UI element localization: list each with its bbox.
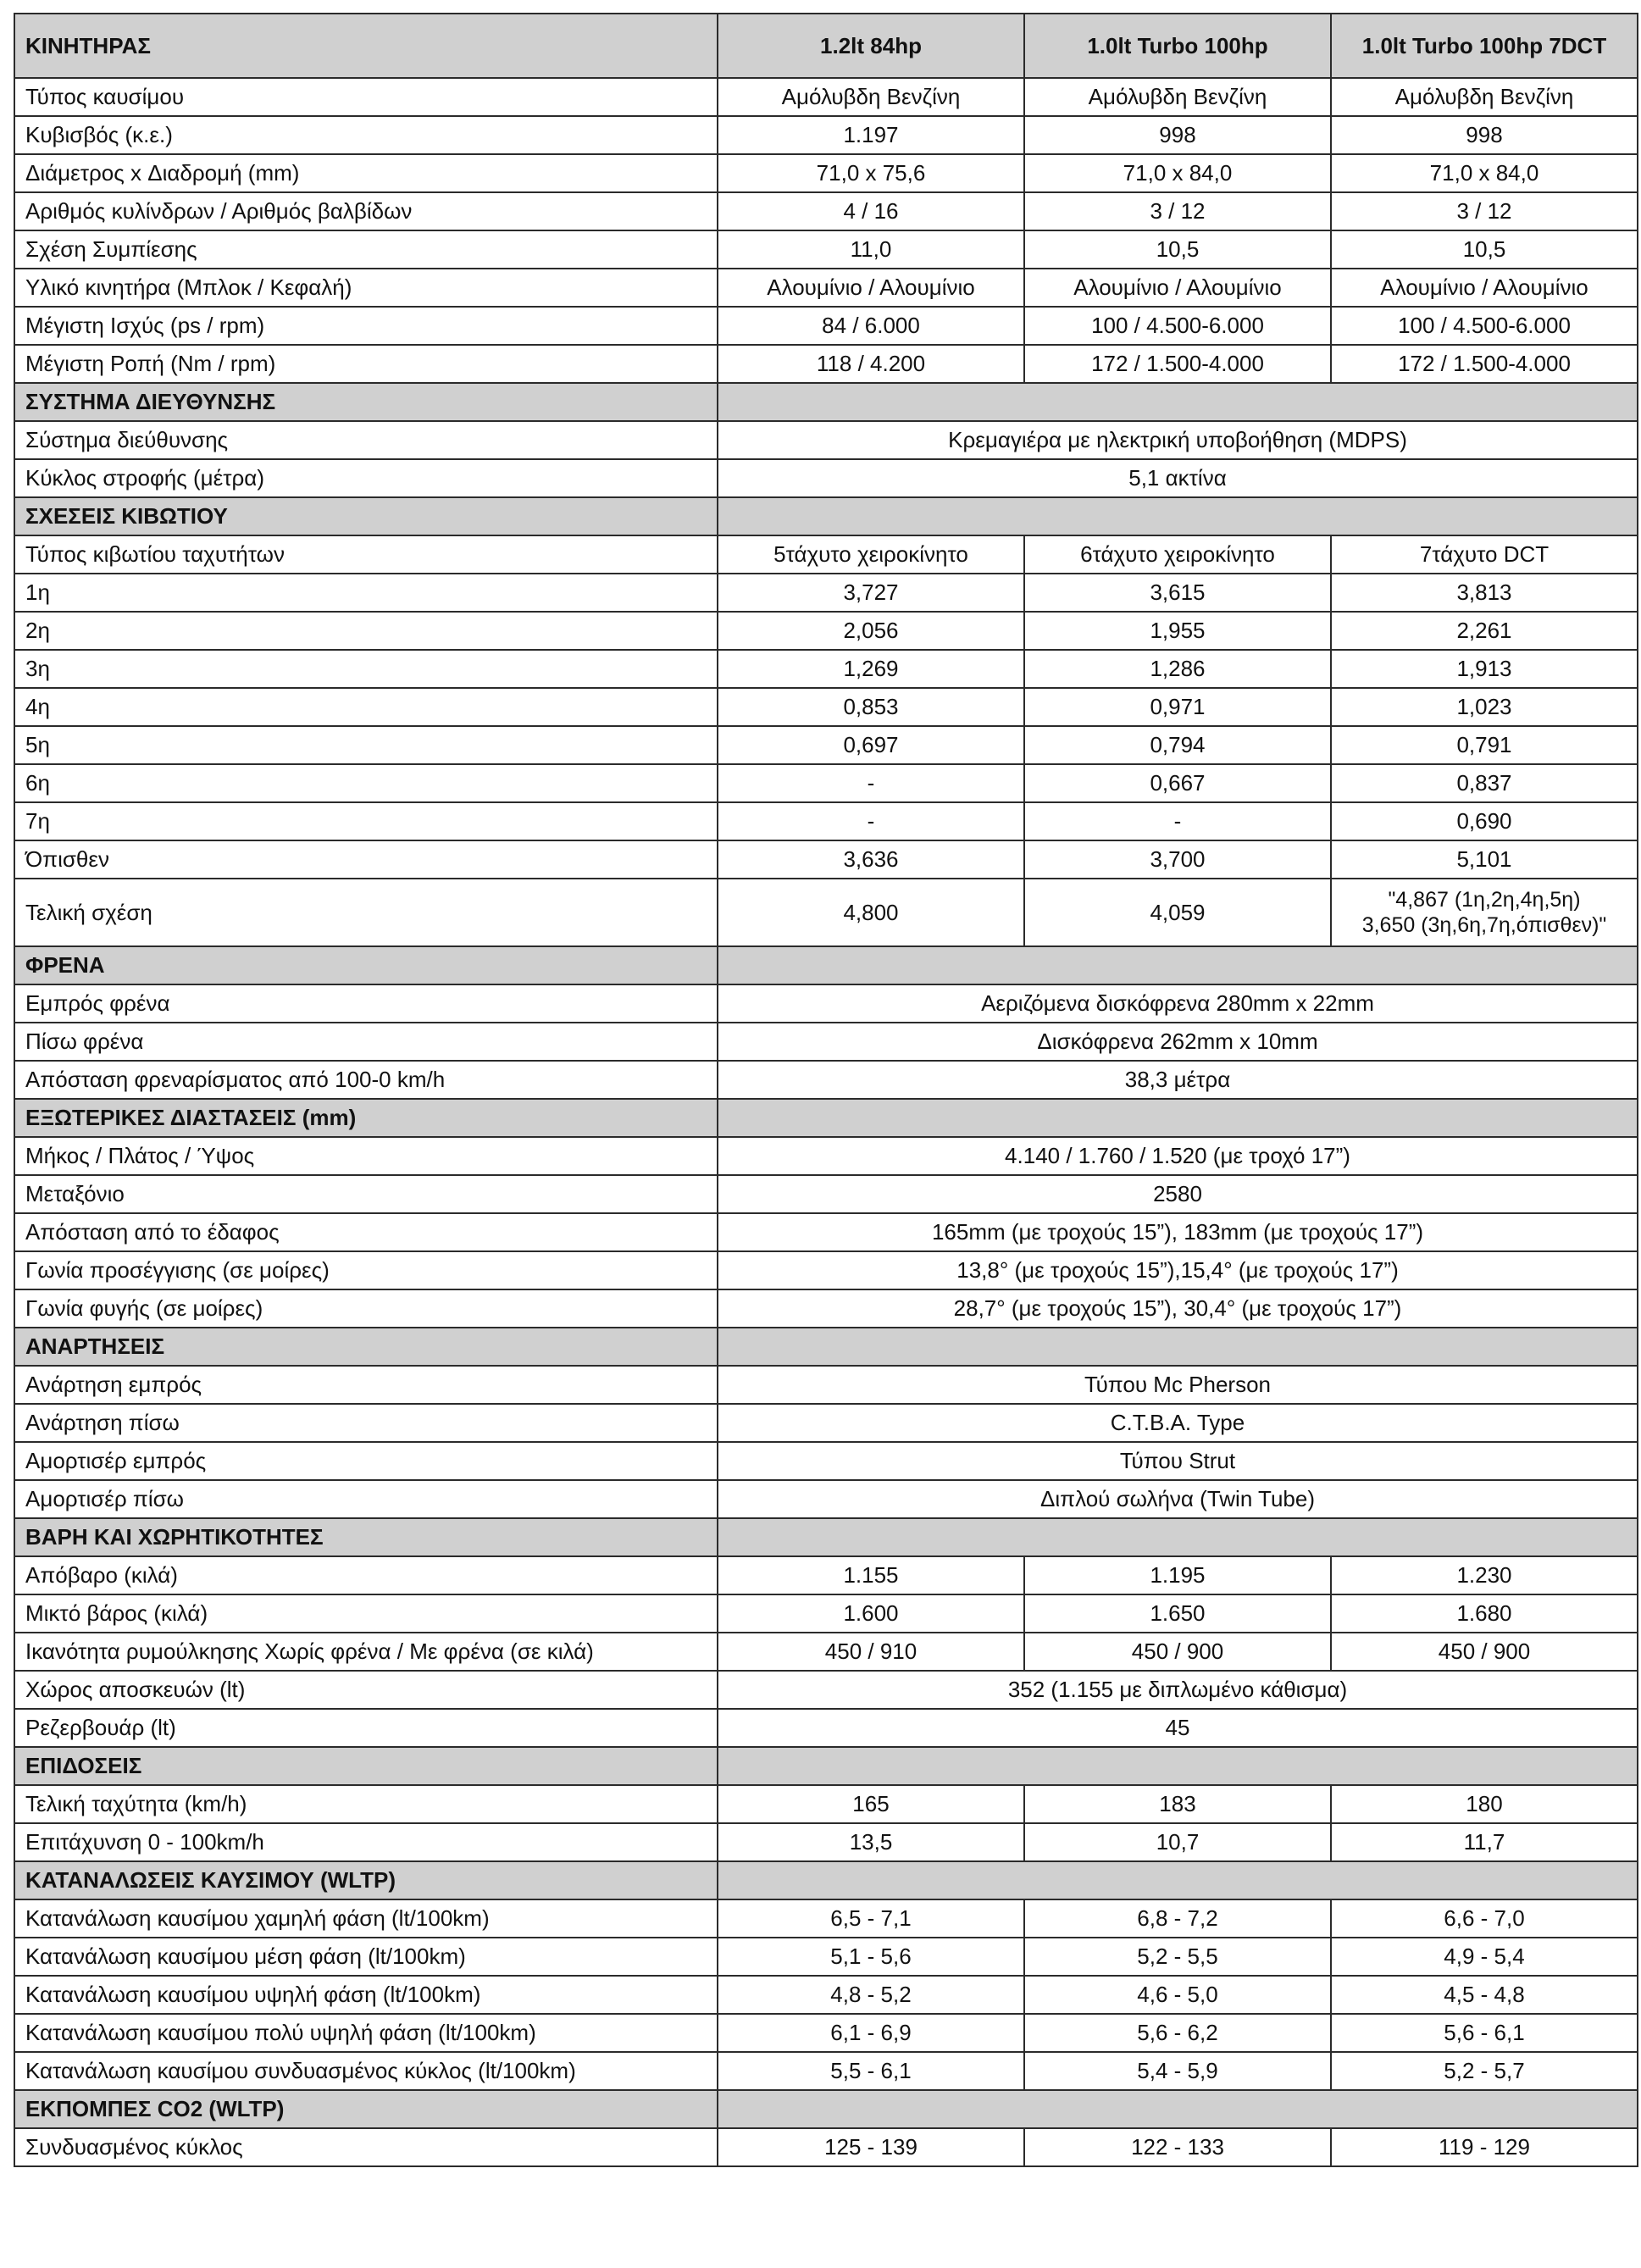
value-cell-2: 1,286 xyxy=(1024,650,1331,688)
value-cell-2: 3,700 xyxy=(1024,840,1331,879)
value-cell-3: 1,023 xyxy=(1331,688,1638,726)
row-label: 1η xyxy=(14,574,718,612)
value-cell-3: 71,0 x 84,0 xyxy=(1331,154,1638,192)
table-row xyxy=(14,2014,1638,2052)
section-header-row xyxy=(14,1861,1638,1899)
table-row xyxy=(14,726,1638,764)
row-label: Σχέση Συμπίεσης xyxy=(14,230,718,269)
table-row xyxy=(14,307,1638,345)
merged-value: Διπλού σωλήνα (Twin Tube) xyxy=(718,1480,1638,1518)
value-cell-1: 5,1 - 5,6 xyxy=(718,1938,1024,1976)
row-label: Κύκλος στροφής (μέτρα) xyxy=(14,459,718,497)
value-cell-1: 13,5 xyxy=(718,1823,1024,1861)
value-cell-1: 6,1 - 6,9 xyxy=(718,2014,1024,2052)
value-cell-1: 1.197 xyxy=(718,116,1024,154)
section-filler xyxy=(718,1861,1638,1899)
spec-table-body xyxy=(14,14,1638,2166)
table-row xyxy=(14,345,1638,383)
value-cell-2: 1,955 xyxy=(1024,612,1331,650)
section-title: ΒΑΡΗ ΚΑΙ ΧΩΡΗΤΙΚΟΤΗΤΕΣ xyxy=(14,1518,718,1556)
merged-value: 2580 xyxy=(718,1175,1638,1213)
section-filler xyxy=(718,2090,1638,2128)
header-column-1: 1.2lt 84hp xyxy=(718,14,1024,78)
row-label: Εμπρός φρένα xyxy=(14,984,718,1023)
value-cell-1: 450 / 910 xyxy=(718,1633,1024,1671)
table-row xyxy=(14,1404,1638,1442)
value-cell-3: 1.230 xyxy=(1331,1556,1638,1594)
table-row xyxy=(14,154,1638,192)
value-cell-3: 5,2 - 5,7 xyxy=(1331,2052,1638,2090)
row-label: Τύπος κιβωτίου ταχυτήτων xyxy=(14,535,718,574)
value-cell-3: 3 / 12 xyxy=(1331,192,1638,230)
section-filler xyxy=(718,1518,1638,1556)
value-cell-3: "4,867 (1η,2η,4η,5η) 3,650 (3η,6η,7η,όπισθεν)" xyxy=(1331,879,1638,946)
merged-value: 38,3 μέτρα xyxy=(718,1061,1638,1099)
value-cell-1: 5,5 - 6,1 xyxy=(718,2052,1024,2090)
value-cell-2: 10,7 xyxy=(1024,1823,1331,1861)
section-title: ΚΑΤΑΝΑΛΩΣΕΙΣ ΚΑΥΣΙΜΟΥ (WLTP) xyxy=(14,1861,718,1899)
header-title: ΚΙΝΗΤΗΡΑΣ xyxy=(14,14,718,78)
value-cell-3: 7τάχυτο DCT xyxy=(1331,535,1638,574)
value-cell-1: 5τάχυτο χειροκίνητο xyxy=(718,535,1024,574)
value-cell-3: 5,101 xyxy=(1331,840,1638,879)
table-row xyxy=(14,1899,1638,1938)
row-label: 3η xyxy=(14,650,718,688)
table-row xyxy=(14,1709,1638,1747)
value-cell-1: Αμόλυβδη Βενζίνη xyxy=(718,78,1024,116)
value-cell-2: 0,971 xyxy=(1024,688,1331,726)
value-cell-2: 998 xyxy=(1024,116,1331,154)
merged-value: Αεριζόμενα δισκόφρενα 280mm x 22mm xyxy=(718,984,1638,1023)
row-label: 4η xyxy=(14,688,718,726)
value-cell-1: 0,853 xyxy=(718,688,1024,726)
value-cell-2: 0,794 xyxy=(1024,726,1331,764)
value-cell-3: 998 xyxy=(1331,116,1638,154)
value-cell-2: 4,059 xyxy=(1024,879,1331,946)
table-row xyxy=(14,269,1638,307)
table-row xyxy=(14,1175,1638,1213)
section-title: ΑΝΑΡΤΗΣΕΙΣ xyxy=(14,1328,718,1366)
section-filler xyxy=(718,383,1638,421)
section-header-row xyxy=(14,1518,1638,1556)
table-row xyxy=(14,1556,1638,1594)
merged-value: 165mm (με τροχούς 15”), 183mm (με τροχούς 17”) xyxy=(718,1213,1638,1251)
row-label: Κατανάλωση καυσίμου πολύ υψηλή φάση (lt/100km) xyxy=(14,2014,718,2052)
section-header-row xyxy=(14,946,1638,984)
section-filler xyxy=(718,946,1638,984)
value-cell-2: 5,4 - 5,9 xyxy=(1024,2052,1331,2090)
value-cell-1: 71,0 x 75,6 xyxy=(718,154,1024,192)
table-row xyxy=(14,650,1638,688)
header-column-3: 1.0lt Turbo 100hp 7DCT xyxy=(1331,14,1638,78)
table-row xyxy=(14,459,1638,497)
table-row xyxy=(14,230,1638,269)
merged-value: 4.140 / 1.760 / 1.520 (με τροχό 17”) xyxy=(718,1137,1638,1175)
merged-value: Τύπου Strut xyxy=(718,1442,1638,1480)
section-title: ΕΠΙΔΟΣΕΙΣ xyxy=(14,1747,718,1785)
table-row xyxy=(14,1137,1638,1175)
value-cell-2: Αλουμίνιο / Αλουμίνιο xyxy=(1024,269,1331,307)
value-cell-1: 1.155 xyxy=(718,1556,1024,1594)
row-label: Τελική ταχύτητα (km/h) xyxy=(14,1785,718,1823)
merged-value: 45 xyxy=(718,1709,1638,1747)
value-cell-1: - xyxy=(718,764,1024,802)
value-cell-1: 125 - 139 xyxy=(718,2128,1024,2166)
section-header-row xyxy=(14,2090,1638,2128)
table-row xyxy=(14,1251,1638,1289)
row-label: Διάμετρος x Διαδρομή (mm) xyxy=(14,154,718,192)
row-label: Κατανάλωση καυσίμου χαμηλή φάση (lt/100km) xyxy=(14,1899,718,1938)
value-cell-3: Αλουμίνιο / Αλουμίνιο xyxy=(1331,269,1638,307)
row-label: Κατανάλωση καυσίμου συνδυασμένος κύκλος (lt/100km) xyxy=(14,2052,718,2090)
row-label: 2η xyxy=(14,612,718,650)
merged-value: 28,7° (με τροχούς 15”), 30,4° (με τροχούς 17”) xyxy=(718,1289,1638,1328)
value-cell-3: 2,261 xyxy=(1331,612,1638,650)
table-row xyxy=(14,192,1638,230)
section-filler xyxy=(718,1747,1638,1785)
row-label: Επιτάχυνση 0 - 100km/h xyxy=(14,1823,718,1861)
table-row xyxy=(14,1785,1638,1823)
table-row xyxy=(14,1671,1638,1709)
row-label: Απόσταση από το έδαφος xyxy=(14,1213,718,1251)
section-header-row xyxy=(14,1747,1638,1785)
row-label: Μήκος / Πλάτος / Ύψος xyxy=(14,1137,718,1175)
table-row xyxy=(14,1023,1638,1061)
value-cell-2: 100 / 4.500-6.000 xyxy=(1024,307,1331,345)
merged-value: Δισκόφρενα 262mm x 10mm xyxy=(718,1023,1638,1061)
value-cell-1: 165 xyxy=(718,1785,1024,1823)
merged-value: Τύπου Mc Pherson xyxy=(718,1366,1638,1404)
table-row xyxy=(14,2052,1638,2090)
table-row xyxy=(14,421,1638,459)
value-cell-2: 5,6 - 6,2 xyxy=(1024,2014,1331,2052)
value-cell-2: 3,615 xyxy=(1024,574,1331,612)
table-row xyxy=(14,2128,1638,2166)
row-label: Ανάρτηση πίσω xyxy=(14,1404,718,1442)
table-row xyxy=(14,764,1638,802)
table-row xyxy=(14,1938,1638,1976)
merged-value: C.T.B.A. Type xyxy=(718,1404,1638,1442)
value-cell-1: Αλουμίνιο / Αλουμίνιο xyxy=(718,269,1024,307)
section-filler xyxy=(718,1099,1638,1137)
table-row xyxy=(14,574,1638,612)
row-label: Πίσω φρένα xyxy=(14,1023,718,1061)
row-label: Ανάρτηση εμπρός xyxy=(14,1366,718,1404)
table-row xyxy=(14,984,1638,1023)
value-cell-2: 1.650 xyxy=(1024,1594,1331,1633)
value-cell-3: 119 - 129 xyxy=(1331,2128,1638,2166)
value-cell-2: 71,0 x 84,0 xyxy=(1024,154,1331,192)
table-row xyxy=(14,78,1638,116)
value-cell-3: 172 / 1.500-4.000 xyxy=(1331,345,1638,383)
row-label: Μικτό βάρος (κιλά) xyxy=(14,1594,718,1633)
value-cell-2: 1.195 xyxy=(1024,1556,1331,1594)
row-label: 5η xyxy=(14,726,718,764)
value-cell-3: 180 xyxy=(1331,1785,1638,1823)
row-label: Μεταξόνιο xyxy=(14,1175,718,1213)
table-row xyxy=(14,1366,1638,1404)
section-title: ΣΥΣΤΗΜΑ ΔΙΕΥΘΥΝΣΗΣ xyxy=(14,383,718,421)
table-row xyxy=(14,1289,1638,1328)
row-label: Αριθμός κυλίνδρων / Αριθμός βαλβίδων xyxy=(14,192,718,230)
section-title: ΦΡΕΝΑ xyxy=(14,946,718,984)
merged-value: 13,8° (με τροχούς 15”),15,4° (με τροχούς 17”) xyxy=(718,1251,1638,1289)
row-label: Συνδυασμένος κύκλος xyxy=(14,2128,718,2166)
value-cell-1: 4 / 16 xyxy=(718,192,1024,230)
row-label: Ρεζερβουάρ (lt) xyxy=(14,1709,718,1747)
row-label: Κατανάλωση καυσίμου υψηλή φάση (lt/100km) xyxy=(14,1976,718,2014)
row-label: Γωνία προσέγγισης (σε μοίρες) xyxy=(14,1251,718,1289)
table-row xyxy=(14,1442,1638,1480)
section-header-row xyxy=(14,1328,1638,1366)
merged-value: 5,1 ακτίνα xyxy=(718,459,1638,497)
row-label: Ικανότητα ρυμούλκησης Χωρίς φρένα / Με φρένα (σε κιλά) xyxy=(14,1633,718,1671)
section-header-row xyxy=(14,1099,1638,1137)
row-label: Αμορτισέρ εμπρός xyxy=(14,1442,718,1480)
value-cell-2: 5,2 - 5,5 xyxy=(1024,1938,1331,1976)
row-label: Τύπος καυσίμου xyxy=(14,78,718,116)
row-label: Κατανάλωση καυσίμου μέση φάση (lt/100km) xyxy=(14,1938,718,1976)
value-cell-2: 3 / 12 xyxy=(1024,192,1331,230)
value-cell-3: 6,6 - 7,0 xyxy=(1331,1899,1638,1938)
value-cell-3: 0,837 xyxy=(1331,764,1638,802)
row-label: Χώρος αποσκευών (lt) xyxy=(14,1671,718,1709)
table-row xyxy=(14,1061,1638,1099)
table-row xyxy=(14,1976,1638,2014)
value-cell-1: 84 / 6.000 xyxy=(718,307,1024,345)
value-cell-2: 4,6 - 5,0 xyxy=(1024,1976,1331,2014)
table-row xyxy=(14,535,1638,574)
value-cell-2: 6τάχυτο χειροκίνητο xyxy=(1024,535,1331,574)
value-cell-1: 3,727 xyxy=(718,574,1024,612)
row-label: Απόσταση φρεναρίσματος από 100-0 km/h xyxy=(14,1061,718,1099)
value-cell-2: 6,8 - 7,2 xyxy=(1024,1899,1331,1938)
value-cell-1: 118 / 4.200 xyxy=(718,345,1024,383)
table-row xyxy=(14,1633,1638,1671)
row-label: Κυβισβός (κ.ε.) xyxy=(14,116,718,154)
table-row xyxy=(14,612,1638,650)
value-cell-3: 1.680 xyxy=(1331,1594,1638,1633)
value-cell-3: 4,9 - 5,4 xyxy=(1331,1938,1638,1976)
value-cell-1: 0,697 xyxy=(718,726,1024,764)
value-cell-3: 0,791 xyxy=(1331,726,1638,764)
value-cell-2: 0,667 xyxy=(1024,764,1331,802)
value-cell-1: 4,8 - 5,2 xyxy=(718,1976,1024,2014)
section-header-row xyxy=(14,497,1638,535)
table-row xyxy=(14,840,1638,879)
value-cell-1: 3,636 xyxy=(718,840,1024,879)
row-label: 6η xyxy=(14,764,718,802)
section-filler xyxy=(718,1328,1638,1366)
value-cell-2: 183 xyxy=(1024,1785,1331,1823)
value-cell-1: 11,0 xyxy=(718,230,1024,269)
value-cell-3: 4,5 - 4,8 xyxy=(1331,1976,1638,2014)
value-cell-1: 1.600 xyxy=(718,1594,1024,1633)
section-title: ΕΞΩΤΕΡΙΚΕΣ ΔΙΑΣΤΑΣΕΙΣ (mm) xyxy=(14,1099,718,1137)
value-cell-1: 1,269 xyxy=(718,650,1024,688)
table-row xyxy=(14,1480,1638,1518)
row-label: 7η xyxy=(14,802,718,840)
header-row xyxy=(14,14,1638,78)
value-cell-1: - xyxy=(718,802,1024,840)
table-row xyxy=(14,116,1638,154)
value-cell-2: - xyxy=(1024,802,1331,840)
section-filler xyxy=(718,497,1638,535)
section-header-row xyxy=(14,383,1638,421)
value-cell-2: 10,5 xyxy=(1024,230,1331,269)
section-title: ΕΚΠΟΜΠΕΣ CO2 (WLTP) xyxy=(14,2090,718,2128)
spec-table xyxy=(14,13,1638,2167)
value-cell-2: Αμόλυβδη Βενζίνη xyxy=(1024,78,1331,116)
value-cell-1: 2,056 xyxy=(718,612,1024,650)
section-title: ΣΧΕΣΕΙΣ ΚΙΒΩΤΙΟΥ xyxy=(14,497,718,535)
table-row xyxy=(14,802,1638,840)
value-cell-3: 5,6 - 6,1 xyxy=(1331,2014,1638,2052)
row-label: Γωνία φυγής (σε μοίρες) xyxy=(14,1289,718,1328)
table-row xyxy=(14,1823,1638,1861)
value-cell-3: 10,5 xyxy=(1331,230,1638,269)
table-row xyxy=(14,1594,1638,1633)
row-label: Μέγιστη Ισχύς (ps / rpm) xyxy=(14,307,718,345)
header-column-2: 1.0lt Turbo 100hp xyxy=(1024,14,1331,78)
row-label: Σύστημα διεύθυνσης xyxy=(14,421,718,459)
value-cell-3: 100 / 4.500-6.000 xyxy=(1331,307,1638,345)
row-label: Όπισθεν xyxy=(14,840,718,879)
value-cell-1: 6,5 - 7,1 xyxy=(718,1899,1024,1938)
table-row xyxy=(14,879,1638,946)
row-label: Αμορτισέρ πίσω xyxy=(14,1480,718,1518)
row-label: Απόβαρο (κιλά) xyxy=(14,1556,718,1594)
merged-value: 352 (1.155 με διπλωμένο κάθισμα) xyxy=(718,1671,1638,1709)
value-cell-3: 450 / 900 xyxy=(1331,1633,1638,1671)
value-cell-3: 1,913 xyxy=(1331,650,1638,688)
table-row xyxy=(14,688,1638,726)
value-cell-3: 0,690 xyxy=(1331,802,1638,840)
value-cell-3: 11,7 xyxy=(1331,1823,1638,1861)
merged-value: Κρεμαγιέρα με ηλεκτρική υποβοήθηση (MDPS) xyxy=(718,421,1638,459)
row-label: Τελική σχέση xyxy=(14,879,718,946)
value-cell-1: 4,800 xyxy=(718,879,1024,946)
value-cell-3: 3,813 xyxy=(1331,574,1638,612)
value-cell-2: 450 / 900 xyxy=(1024,1633,1331,1671)
value-cell-2: 122 - 133 xyxy=(1024,2128,1331,2166)
row-label: Υλικό κινητήρα (Μπλοκ / Κεφαλή) xyxy=(14,269,718,307)
value-cell-3: Αμόλυβδη Βενζίνη xyxy=(1331,78,1638,116)
value-cell-2: 172 / 1.500-4.000 xyxy=(1024,345,1331,383)
table-row xyxy=(14,1213,1638,1251)
row-label: Μέγιστη Ροπή (Nm / rpm) xyxy=(14,345,718,383)
